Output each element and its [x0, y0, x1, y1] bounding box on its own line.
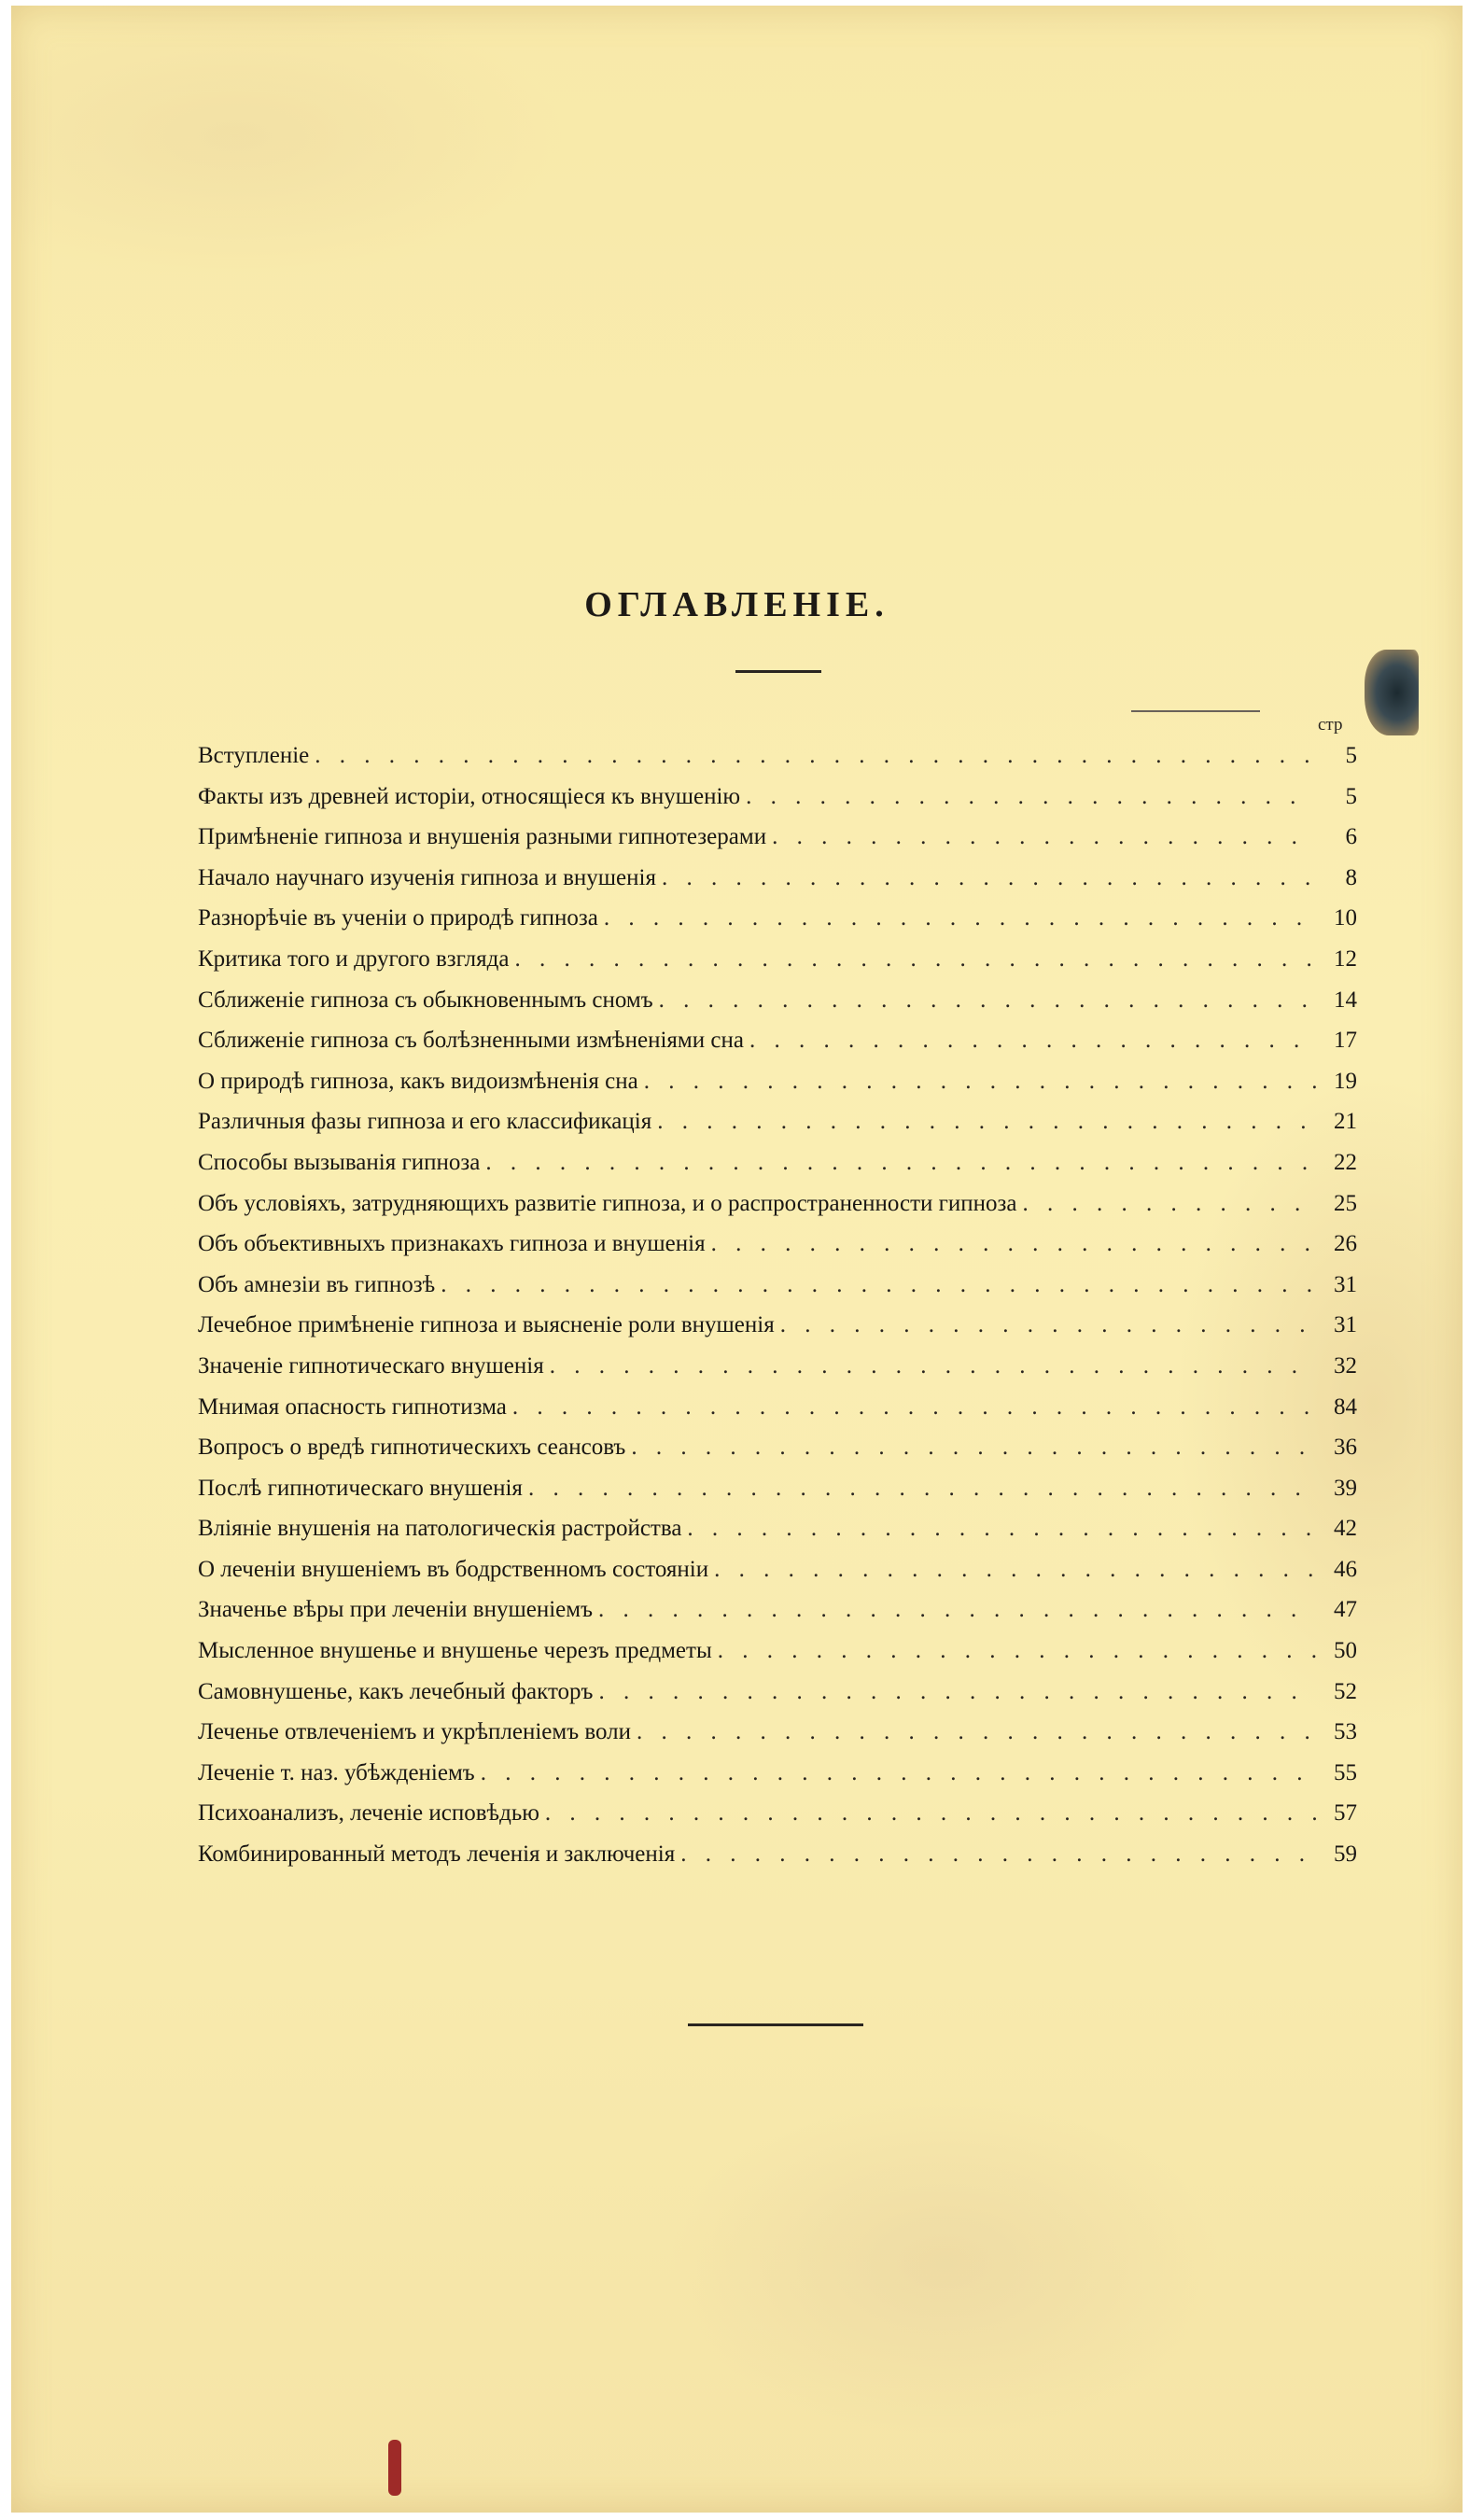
toc-entry-title: Значеніе гипнотическаго внушенія — [198, 1352, 544, 1379]
toc-entry-page: 5 — [1345, 783, 1357, 809]
toc-entry-page: 10 — [1334, 905, 1357, 931]
toc-dot-leader — [604, 898, 1316, 939]
toc-entry-page: 46 — [1334, 1556, 1357, 1582]
toc-entry-page: 6 — [1345, 824, 1357, 850]
toc-dot-leader — [662, 858, 1316, 899]
toc-entry-page: 31 — [1334, 1312, 1357, 1338]
toc-dot-leader — [598, 1589, 1316, 1631]
toc-entry-title: Комбинированный методъ леченія и заключенія — [198, 1841, 676, 1868]
toc-entry — [198, 1468, 1357, 1509]
toc-entry-title: Начало научнаго изученія гипноза и внушенія — [198, 864, 656, 890]
toc-entry-title: Примѣненіе гипноза и внушенія разными гипнотезерами — [198, 824, 767, 850]
toc-entry-title: Объ объективныхъ признакахъ гипноза и внушенія — [198, 1231, 706, 1257]
toc-entry-title: Послѣ гипнотическаго внушенія — [198, 1475, 523, 1501]
toc-dot-leader — [659, 980, 1316, 1021]
toc-entry-page: 55 — [1334, 1759, 1357, 1785]
bottom-divider — [688, 2023, 863, 2026]
toc-entry — [198, 1427, 1357, 1468]
toc-entry-page: 36 — [1334, 1435, 1357, 1461]
toc-entry-page: 59 — [1334, 1841, 1357, 1868]
page-title: ОГЛАВЛЕНІЕ. — [584, 585, 889, 624]
toc-dot-leader — [1023, 1183, 1316, 1225]
toc-entry — [198, 1672, 1357, 1713]
document-page — [11, 6, 1463, 2513]
toc-entry — [198, 1793, 1357, 1834]
toc-dot-leader — [441, 1265, 1316, 1306]
toc-entry-page: 17 — [1334, 1028, 1357, 1054]
toc-entry-page: 21 — [1334, 1109, 1357, 1135]
toc-entry — [198, 1387, 1357, 1428]
toc-dot-leader — [680, 1834, 1316, 1875]
toc-entry-page: 26 — [1334, 1231, 1357, 1257]
toc-entry-page: 12 — [1334, 945, 1357, 972]
toc-entry — [198, 939, 1357, 980]
toc-entry — [198, 858, 1357, 899]
toc-dot-leader — [687, 1508, 1316, 1549]
toc-dot-leader — [746, 777, 1316, 818]
toc-entry-page: 50 — [1334, 1638, 1357, 1664]
toc-entry-page: 84 — [1334, 1393, 1357, 1420]
toc-entry-title: Сближеніе гипноза съ обыкновеннымъ сномъ — [198, 987, 653, 1013]
toc-dot-leader — [512, 1387, 1316, 1428]
toc-entry — [198, 1346, 1357, 1387]
toc-entry-page: 8 — [1345, 864, 1357, 890]
toc-entry-title: О природѣ гипноза, какъ видоизмѣненія сна — [198, 1068, 638, 1094]
toc-entry-page: 52 — [1334, 1678, 1357, 1704]
table-of-contents — [198, 735, 1357, 1875]
toc-entry-title: Мысленное внушенье и внушенье черезъ предметы — [198, 1638, 712, 1664]
toc-entry — [198, 1061, 1357, 1102]
toc-dot-leader — [711, 1224, 1316, 1265]
page-column-rule — [1131, 710, 1260, 712]
toc-dot-leader — [481, 1753, 1316, 1794]
toc-entry — [198, 1589, 1357, 1631]
toc-entry — [198, 1020, 1357, 1061]
toc-dot-leader — [714, 1549, 1316, 1590]
toc-entry — [198, 1712, 1357, 1753]
toc-dot-leader — [644, 1061, 1316, 1102]
page-column-label: стр — [1318, 715, 1343, 735]
toc-entry-page: 39 — [1334, 1475, 1357, 1501]
toc-dot-leader — [657, 1101, 1316, 1142]
toc-dot-leader — [631, 1427, 1316, 1468]
toc-dot-leader — [749, 1020, 1316, 1061]
toc-entry — [198, 1753, 1357, 1794]
toc-entry — [198, 1305, 1357, 1346]
toc-entry-page: 5 — [1345, 743, 1357, 768]
toc-entry-title: Критика того и другого взгляда — [198, 945, 510, 972]
toc-entry-title: Сближеніе гипноза съ болѣзненными измѣненіями сна — [198, 1028, 744, 1054]
toc-entry-title: Леченіе т. наз. убѣжденіемъ — [198, 1759, 475, 1785]
toc-entry-page: 14 — [1334, 987, 1357, 1013]
toc-entry-page: 47 — [1334, 1597, 1357, 1623]
toc-entry-title: Факты изъ древней исторіи, относящіеся къ внушенію — [198, 783, 741, 809]
toc-dot-leader — [528, 1468, 1316, 1509]
toc-entry — [198, 1631, 1357, 1672]
toc-entry — [198, 1834, 1357, 1875]
toc-entry-page: 25 — [1334, 1190, 1357, 1216]
toc-entry-page: 53 — [1334, 1719, 1357, 1745]
toc-entry-title: Значенье вѣры при леченіи внушеніемъ — [198, 1597, 593, 1623]
toc-dot-leader — [315, 735, 1316, 777]
toc-entry-page: 22 — [1334, 1149, 1357, 1175]
paper-tear-mark — [388, 2440, 401, 2496]
toc-entry-page: 42 — [1334, 1516, 1357, 1542]
toc-entry — [198, 980, 1357, 1021]
toc-entry — [198, 817, 1357, 858]
toc-entry-title: О леченіи внушеніемъ въ бодрственномъ состояніи — [198, 1556, 709, 1582]
toc-dot-leader — [772, 817, 1316, 858]
toc-entry-title: Лечебное примѣненіе гипноза и выясненіе роли внушенія — [198, 1312, 775, 1338]
toc-entry-title: Вопросъ о вредѣ гипнотическихъ сеансовъ — [198, 1435, 626, 1461]
toc-entry-page: 57 — [1334, 1800, 1357, 1827]
toc-entry — [198, 777, 1357, 818]
toc-entry — [198, 1265, 1357, 1306]
toc-entry — [198, 1549, 1357, 1590]
toc-entry-title: Самовнушенье, какъ лечебный факторъ — [198, 1678, 594, 1704]
toc-entry-page: 19 — [1334, 1068, 1357, 1094]
toc-entry-title: Мнимая опасность гипнотизма — [198, 1393, 507, 1420]
toc-dot-leader — [545, 1793, 1316, 1834]
toc-dot-leader — [637, 1712, 1316, 1753]
toc-entry-title: Объ амнезіи въ гипнозѣ — [198, 1271, 436, 1297]
toc-entry-title: Леченье отвлеченіемъ и укрѣпленіемъ воли — [198, 1719, 632, 1745]
toc-entry — [198, 1142, 1357, 1183]
toc-entry-page: 31 — [1334, 1271, 1357, 1297]
toc-entry — [198, 898, 1357, 939]
toc-entry-title: Различныя фазы гипноза и его классификація — [198, 1109, 652, 1135]
toc-entry-title: Психоанализъ, леченіе исповѣдью — [198, 1800, 539, 1827]
toc-entry-title: Объ условіяхъ, затрудняющихъ развитіе гипноза, и о распространенности гипноза — [198, 1190, 1017, 1216]
toc-dot-leader — [550, 1346, 1316, 1387]
toc-entry-page: 32 — [1334, 1352, 1357, 1379]
toc-entry-title: Способы вызыванія гипноза — [198, 1149, 481, 1175]
toc-entry-title: Вступленіе — [198, 743, 310, 768]
toc-dot-leader — [598, 1672, 1316, 1713]
title-divider — [735, 670, 821, 673]
toc-dot-leader — [780, 1305, 1316, 1346]
toc-dot-leader — [718, 1631, 1316, 1672]
binding-mark — [1365, 650, 1419, 735]
toc-entry-title: Разнорѣчіе въ ученіи о природѣ гипноза — [198, 905, 598, 931]
toc-dot-leader — [514, 939, 1316, 980]
toc-entry — [198, 1224, 1357, 1265]
toc-entry — [198, 735, 1357, 777]
toc-entry — [198, 1508, 1357, 1549]
toc-entry — [198, 1183, 1357, 1225]
toc-entry-title: Вліяніе внушенія на патологическія растройства — [198, 1516, 682, 1542]
toc-dot-leader — [485, 1142, 1316, 1183]
toc-entry — [198, 1101, 1357, 1142]
